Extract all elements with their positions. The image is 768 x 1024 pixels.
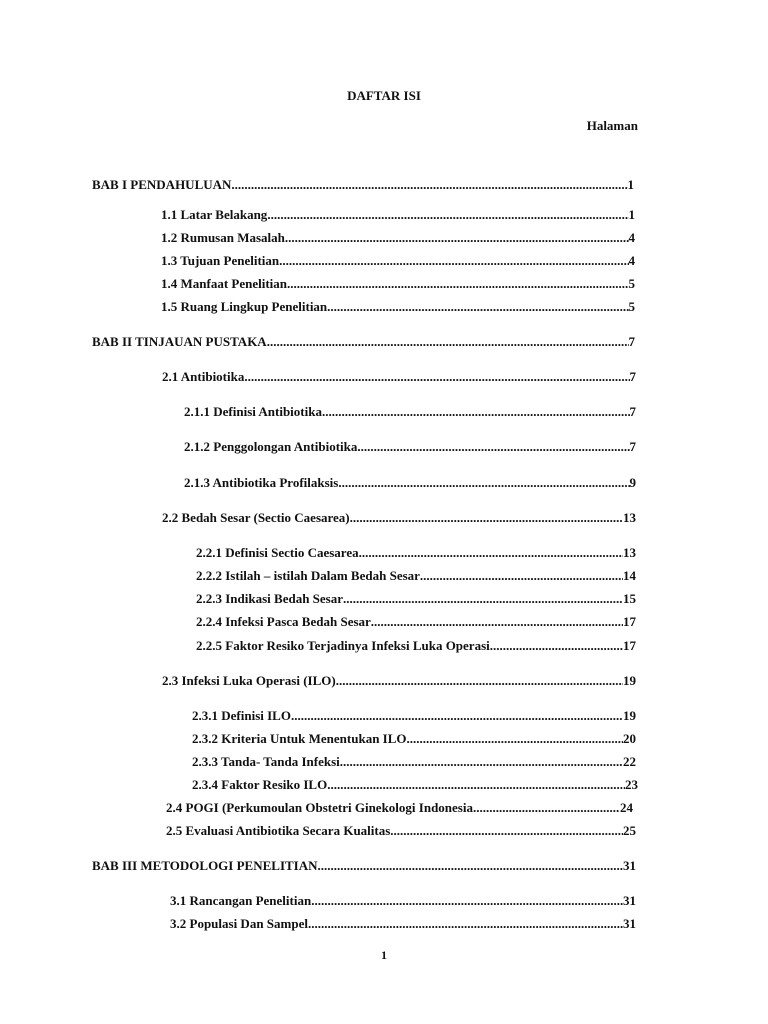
toc-entry-label: 3.2 Populasi Dan Sampel xyxy=(170,916,308,931)
toc-entry-label: 2.1 Antibiotika xyxy=(162,369,245,384)
toc-entry-2-2-4[interactable] xyxy=(196,614,636,632)
toc-entry-page: 20 xyxy=(623,731,636,746)
toc-leader-dots xyxy=(244,369,629,385)
toc-entry-label: 2.1.2 Penggolongan Antibiotika xyxy=(184,439,358,454)
toc-leader-dots xyxy=(340,754,623,770)
toc-entry-page: 5 xyxy=(628,299,635,314)
toc-entry-1-1[interactable] xyxy=(161,207,635,225)
toc-entry-label: BAB II TINJAUAN PUSTAKA xyxy=(92,334,267,349)
toc-entry-label: 2.2.4 Infeksi Pasca Bedah Sesar xyxy=(196,614,371,629)
toc-entry-page: 31 xyxy=(623,858,636,873)
toc-leader-dots xyxy=(318,858,623,874)
toc-leader-dots xyxy=(291,708,623,724)
toc-entry-label: 2.2 Bedah Sesar (Sectio Caesarea) xyxy=(162,510,350,525)
toc-entry-2-3[interactable] xyxy=(162,673,636,691)
toc-entry-page: 31 xyxy=(623,893,636,908)
toc-entry-page: 19 xyxy=(623,708,636,723)
page-column-header: Halaman xyxy=(586,118,638,133)
toc-entry-label: 2.3.4 Faktor Resiko ILO xyxy=(192,777,328,792)
toc-entry-1-5[interactable] xyxy=(161,299,635,317)
toc-entry-label: 2.1.3 Antibiotika Profilaksis xyxy=(184,475,339,490)
toc-leader-dots xyxy=(338,475,629,491)
toc-entry-page: 4 xyxy=(628,230,635,245)
toc-entry-2-2-5[interactable] xyxy=(196,638,636,656)
toc-entry-page: 17 xyxy=(623,614,636,629)
toc-entry-2-2[interactable] xyxy=(162,510,636,528)
toc-entry-label: 2.1.1 Definisi Antibiotika xyxy=(184,404,322,419)
toc-entry-label: 2.3.2 Kriteria Untuk Menentukan ILO xyxy=(192,731,407,746)
toc-entry-bab-2[interactable] xyxy=(92,334,635,352)
toc-entry-2-5[interactable] xyxy=(166,823,636,841)
toc-entry-label: 2.5 Evaluasi Antibiotika Secara Kualitas xyxy=(166,823,391,838)
toc-leader-dots xyxy=(308,916,623,932)
toc-entry-page: 25 xyxy=(623,823,636,838)
toc-leader-dots xyxy=(279,253,628,269)
toc-entry-label: 3.1 Rancangan Penelitian xyxy=(170,893,312,908)
toc-entry-2-3-1[interactable] xyxy=(192,708,636,726)
toc-entry-2-2-2[interactable] xyxy=(196,568,636,586)
toc-entry-page: 15 xyxy=(623,591,636,606)
toc-leader-dots xyxy=(287,276,628,292)
toc-leader-dots xyxy=(327,777,625,793)
toc-entry-2-1-2[interactable] xyxy=(184,439,636,457)
toc-leader-dots xyxy=(343,591,623,607)
toc-entry-page: 7 xyxy=(629,404,636,419)
toc-entry-page: 19 xyxy=(623,673,636,688)
toc-leader-dots xyxy=(490,638,623,654)
toc-leader-dots xyxy=(350,510,623,526)
toc-entry-page: 1 xyxy=(627,177,634,192)
toc-entry-2-2-3[interactable] xyxy=(196,591,636,609)
toc-entry-page: 4 xyxy=(628,253,635,268)
toc-entry-2-2-1[interactable] xyxy=(196,545,636,563)
toc-entry-1-3[interactable] xyxy=(161,253,635,271)
toc-leader-dots xyxy=(390,823,623,839)
toc-entry-label: 1.3 Tujuan Penelitian xyxy=(161,253,280,268)
toc-entry-label: 1.4 Manfaat Penelitian xyxy=(161,276,288,291)
toc-entry-2-4[interactable] xyxy=(166,800,633,818)
toc-leader-dots xyxy=(371,614,623,630)
toc-entry-3-1[interactable] xyxy=(170,893,636,911)
toc-entry-label: BAB I PENDAHULUAN xyxy=(92,177,232,192)
toc-entry-page: 31 xyxy=(623,916,636,931)
toc-entry-page: 7 xyxy=(629,439,636,454)
toc-leader-dots xyxy=(359,545,623,561)
toc-leader-dots xyxy=(231,177,627,193)
toc-leader-dots xyxy=(327,299,628,315)
toc-entry-label: 2.3 Infeksi Luka Operasi (ILO) xyxy=(162,673,336,688)
toc-entry-1-4[interactable] xyxy=(161,276,635,294)
page-title: DAFTAR ISI xyxy=(347,88,421,103)
toc-entry-page: 1 xyxy=(628,207,635,222)
toc-leader-dots xyxy=(311,893,623,909)
toc-entry-label: 2.3.1 Definisi ILO xyxy=(192,708,291,723)
toc-entry-2-3-4[interactable] xyxy=(192,777,638,795)
toc-leader-dots xyxy=(407,731,623,747)
toc-entry-page: 24 xyxy=(620,800,633,815)
toc-entry-2-1-1[interactable] xyxy=(184,404,636,422)
toc-entry-3-2[interactable] xyxy=(170,916,636,934)
toc-entry-bab-1[interactable] xyxy=(92,177,634,195)
toc-entry-label: 1.2 Rumusan Masalah xyxy=(161,230,285,245)
toc-entry-page: 7 xyxy=(628,334,635,349)
toc-entry-page: 14 xyxy=(623,568,636,583)
toc-entry-page: 13 xyxy=(623,510,636,525)
toc-entry-2-1-3[interactable] xyxy=(184,475,636,493)
toc-entry-label: 1.1 Latar Belakang xyxy=(161,207,268,222)
toc-entry-bab-3[interactable] xyxy=(92,858,636,876)
toc-entry-label: 2.2.2 Istilah – istilah Dalam Bedah Sesar xyxy=(196,568,420,583)
toc-entry-page: 22 xyxy=(623,754,636,769)
toc-entry-label: 2.3.3 Tanda- Tanda Infeksi xyxy=(192,754,340,769)
toc-entry-label: 2.2.3 Indikasi Bedah Sesar xyxy=(196,591,344,606)
toc-leader-dots xyxy=(285,230,629,246)
page-number: 1 xyxy=(381,948,387,962)
toc-entry-page: 23 xyxy=(625,777,638,792)
toc-entry-2-3-2[interactable] xyxy=(192,731,636,749)
toc-entry-page: 7 xyxy=(629,369,636,384)
toc-entry-page: 5 xyxy=(628,276,635,291)
toc-leader-dots xyxy=(322,404,630,420)
toc-leader-dots xyxy=(336,673,623,689)
toc-leader-dots xyxy=(357,439,629,455)
toc-entry-page: 9 xyxy=(629,475,636,490)
toc-entry-label: BAB III METODOLOGI PENELITIAN xyxy=(92,858,318,873)
toc-entry-2-1[interactable] xyxy=(162,369,636,387)
toc-entry-page: 17 xyxy=(623,638,636,653)
toc-entry-label: 2.4 POGI (Perkumoulan Obstetri Ginekologi Indonesia xyxy=(166,800,473,815)
toc-entry-1-2[interactable] xyxy=(161,230,635,248)
toc-leader-dots xyxy=(267,334,629,350)
toc-leader-dots xyxy=(420,568,623,584)
toc-leader-dots xyxy=(473,800,620,816)
toc-entry-page: 13 xyxy=(623,545,636,560)
toc-leader-dots xyxy=(267,207,628,223)
toc-entry-label: 1.5 Ruang Lingkup Penelitian xyxy=(161,299,328,314)
toc-entry-label: 2.2.5 Faktor Resiko Terjadinya Infeksi Luka Operasi xyxy=(196,638,490,653)
toc-entry-2-3-3[interactable] xyxy=(192,754,636,772)
toc-entry-label: 2.2.1 Definisi Sectio Caesarea xyxy=(196,545,359,560)
